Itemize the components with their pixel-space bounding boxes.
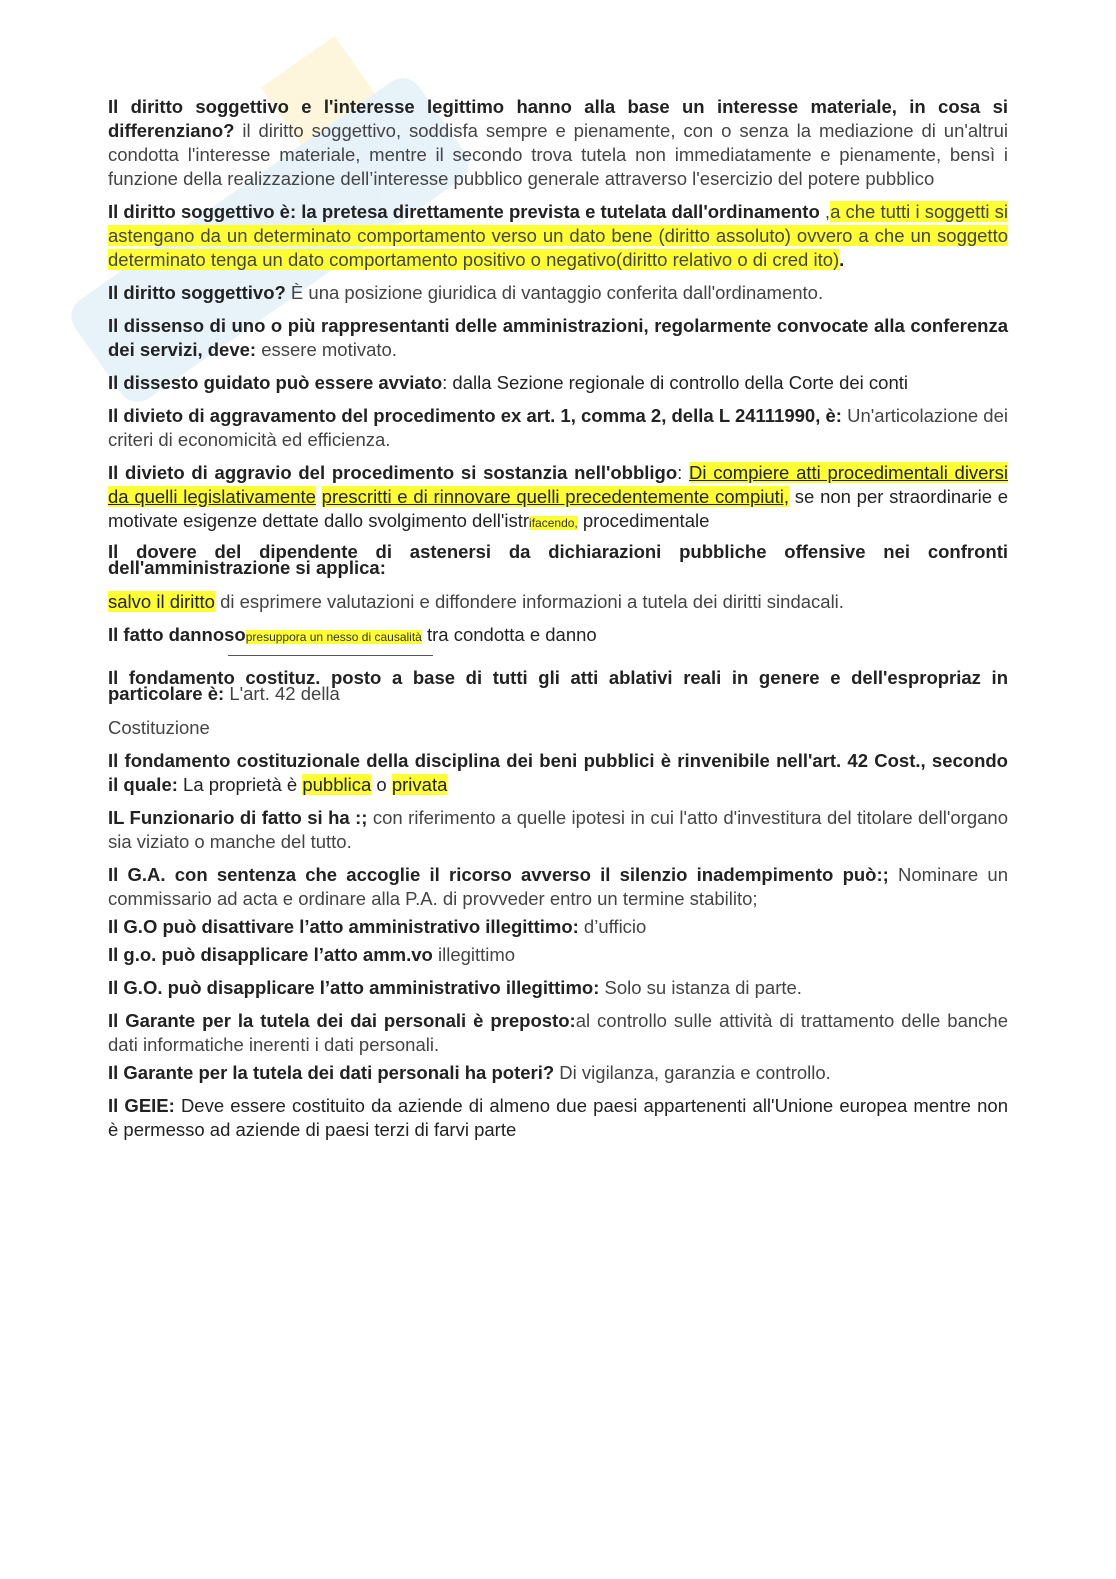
document-page — [108, 95, 1008, 1151]
answer: Solo su istanza di parte. — [599, 977, 802, 998]
entry-garante-preposto — [108, 1009, 1008, 1057]
question: Il fondamento costituz. posto a base di tutti gli atti ablativi reali in genere e dell'espropriaz in particolare è: — [108, 667, 1008, 704]
highlighted-answer: prescritti e di rinnovare quelli precedentemente compiuti, — [321, 486, 790, 507]
highlighted-answer: Di compiere atti procedimentali diversi da quelli legislativamente — [108, 462, 1008, 507]
divider-line — [228, 655, 433, 656]
answer: È una posizione giuridica di vantaggio conferita dall'ordinamento. — [285, 282, 824, 303]
entry-diritto-soggettivo-pretesa: Il diritto soggettivo è: la pretesa direttamente prevista e tutelata dall'ordinamento ,a che tutti i soggetti si astengano da un determinato comportamento verso un dato bene (diritto assoluto) ovvero a che un soggetto determinato tenga un dato comportamento positivo o negativo(diritto relativo o di cred ito). — [108, 201, 1009, 270]
highlighted-answer: privata — [391, 774, 448, 795]
entry-funzionario-di-fatto — [108, 806, 1008, 854]
entry-fondamento-ablativi — [108, 667, 1008, 704]
question: Il divieto di aggravamento del procedimento ex art. 1, comma 2, della L 24111990, è: — [108, 405, 842, 426]
entry-fatto-dannoso: Il fatto dannosopresuppora un nesso di causalità tra condotta e danno — [108, 624, 597, 645]
entry-go-disapplicare-2 — [108, 976, 1008, 1000]
entry-beni-pubblici: Il fondamento costituzionale della disciplina dei beni pubblici è rinvenibile nell'art. 42 Cost., secondo il quale: La proprietà è pubblica o privata — [108, 750, 1008, 795]
answer: il diritto soggettivo, soddisfa sempre e pienamente, con o senza la mediazione di un'altrui condotta l'interesse materiale, mentre il secondo trova tutela non immediatamente e pienamente, bensì i funzione della realizzazione dell’interesse pubblico generale attraverso l'esercizio del potere pubblico — [108, 120, 1008, 189]
entry-garante-poteri — [108, 1061, 1008, 1085]
answer: L'art. 42 della — [224, 683, 340, 704]
question: Il fondamento costituzionale della disciplina dei beni pubblici è rinvenibile nell'art. 42 Cost., secondo il quale: — [108, 750, 1008, 795]
entry-divieto-aggravamento — [108, 404, 1008, 452]
answer: Di vigilanza, garanzia e controllo. — [554, 1062, 831, 1083]
entry-geie — [108, 1094, 1008, 1142]
question: IL Funzionario di fatto si ha :; — [108, 807, 368, 828]
question: Il dovere del dipendente di astenersi da dichiarazioni pubbliche offensive nei confronti dell'amministrazione si applica: — [108, 541, 1008, 578]
answer: essere motivato. — [256, 339, 397, 360]
entry-diritto-interesse — [108, 95, 1008, 191]
question: Il dissesto guidato può essere avviato — [108, 372, 443, 393]
highlight-note: ifacendo, — [529, 516, 578, 530]
highlighted-answer: a che tutti i soggetti si astengano da un determinato comportamento verso un dato bene (diritto assoluto) ovvero a che un soggetto determinato tenga un dato comportamento positivo o negativo(diritto relativo o di cred ito) — [108, 201, 1009, 270]
answer: al controllo sulle attività di trattamento delle banche dati informatiche inerenti i dati personali. — [108, 1010, 1008, 1055]
answer: con riferimento a quelle ipotesi in cui l'atto d'investitura del titolare dell'organo sia viziato o manche del tutto. — [108, 807, 1008, 852]
highlight-note: presuppora un nesso di causalità — [245, 630, 422, 644]
answer: Nominare un commissario ad acta e ordinare alla P.A. di provveder entro un termine stabilito; — [108, 864, 1008, 909]
entry-diritto-soggettivo — [108, 281, 1008, 305]
question: Il fatto dannoso — [108, 624, 246, 645]
question: Il G.O può disattivare l’atto amministrativo illegittimo: — [108, 916, 579, 937]
entry-go-disattivare — [108, 915, 1008, 939]
answer: Un'articolazione dei criteri di economicità ed efficienza. — [108, 405, 1008, 450]
question: Il GEIE: — [108, 1095, 175, 1116]
entry-dissenso — [108, 314, 1008, 362]
question: Il Garante per la tutela dei dai personali è preposto: — [108, 1010, 576, 1031]
answer: illegittimo — [432, 944, 516, 965]
question: Il g.o. può disapplicare l’atto amm.vo — [108, 944, 433, 965]
question: Il diritto soggettivo? — [108, 282, 286, 303]
answer: Deve essere costituito da aziende di almeno due paesi appartenenti all'Unione europea mentre non è permesso ad aziende di paesi terzi di farvi parte — [108, 1095, 1008, 1140]
highlighted-answer: salvo il diritto — [108, 591, 215, 612]
question: Il Garante per la tutela dei dati personali ha poteri? — [108, 1062, 555, 1083]
entry-dissesto-guidato — [108, 371, 1008, 395]
answer: : dalla Sezione regionale di controllo della Corte dei conti — [442, 372, 909, 393]
question: Il dissenso di uno o più rappresentanti delle amministrazioni, regolarmente convocate alla conferenza dei servizi, deve: — [108, 315, 1008, 360]
entry-dovere-dipendente-question — [108, 541, 1008, 578]
question: Il G.A. con sentenza che accoglie il ricorso avverso il silenzio inadempimento può:; — [108, 864, 889, 885]
entry-ga-silenzio — [108, 863, 1008, 911]
question: Il divieto di aggravio del procedimento si sostanzia nell'obbligo — [108, 462, 678, 483]
question: Il diritto soggettivo e l'interesse legittimo hanno alla base un interesse materiale, in cosa si differenziano? — [108, 96, 1008, 141]
entry-dovere-dipendente-answer: salvo il diritto di esprimere valutazioni e diffondere informazioni a tutela dei diritti sindacali. — [108, 591, 844, 612]
entry-go-disapplicare-1 — [108, 943, 1008, 967]
highlighted-answer: pubblica — [302, 774, 372, 795]
question: Il G.O. può disapplicare l’atto amministrativo illegittimo: — [108, 977, 600, 998]
answer: d’ufficio — [578, 916, 647, 937]
entry-fondamento-ablativi-cont: Costituzione — [108, 717, 210, 738]
entry-divieto-aggravio: Il divieto di aggravio del procedimento si sostanzia nell'obbligo: Di compiere atti procedimentali diversi da quelli legislativamente prescritti e di rinnovare quelli precedentemente compiuti, se non per straordinarie e motivate esigenze dettate dallo svolgimento dell'istrifacendo, procedimentale — [108, 462, 1009, 531]
question: Il diritto soggettivo è: la pretesa direttamente prevista e tutelata dall'ordinamento — [108, 201, 820, 222]
